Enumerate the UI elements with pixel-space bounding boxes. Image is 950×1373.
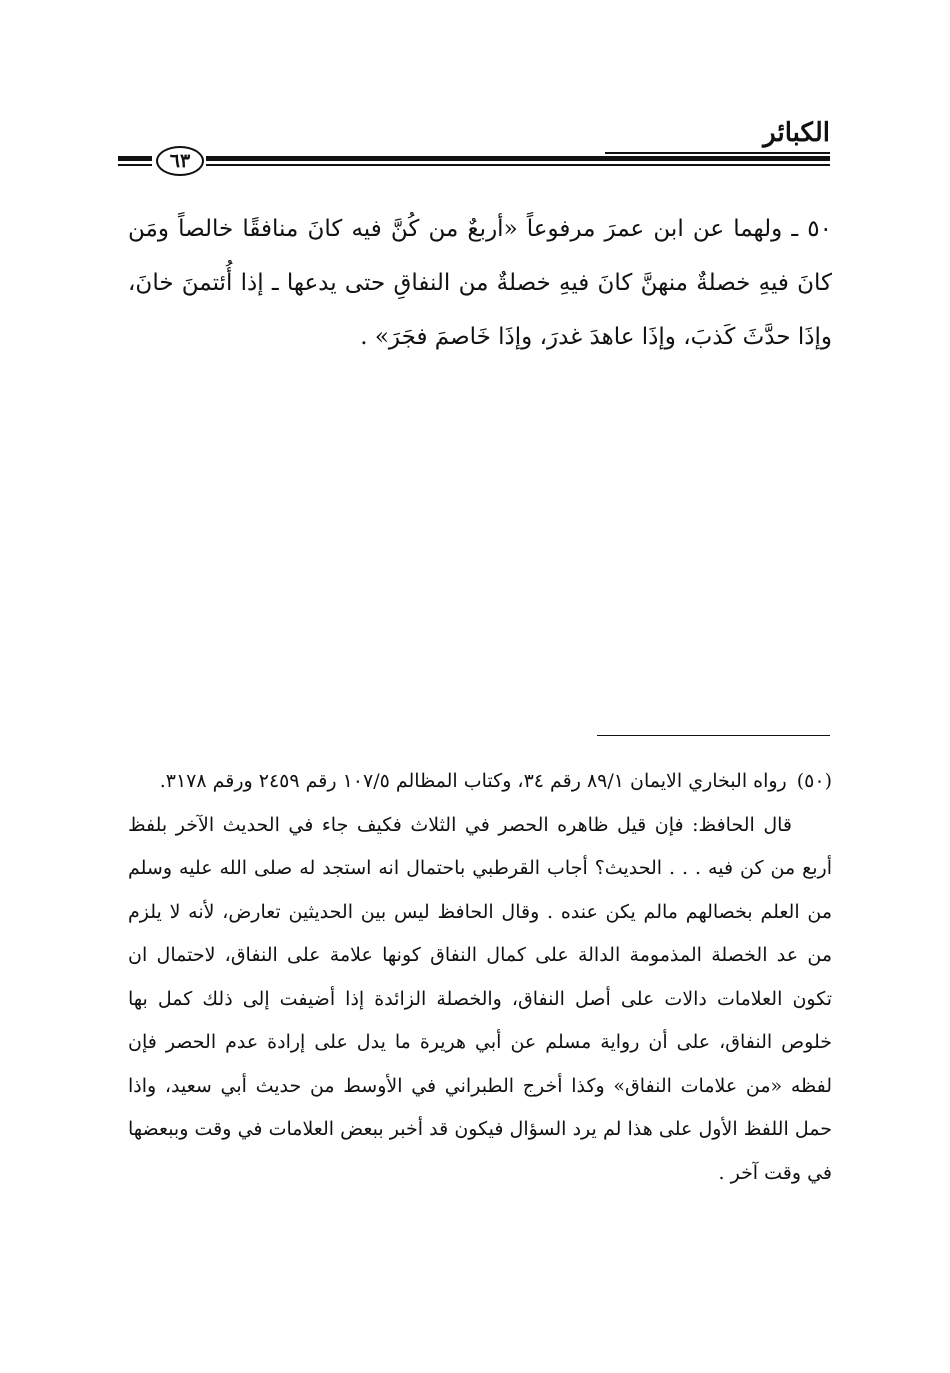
footnotes xyxy=(128,760,832,1195)
footnote-separator xyxy=(597,735,830,736)
title-underline xyxy=(605,152,830,154)
header-rule-thin xyxy=(206,164,830,166)
footnote-source-text: رواه البخاري الايمان ٨٩/١ رقم ٣٤، وكتاب المظالم ١٠٧/٥ رقم ٢٤٥٩ ورقم ٣١٧٨. xyxy=(159,770,787,792)
footnote-source xyxy=(128,760,832,804)
header-rule-left-thin xyxy=(118,164,152,166)
footnote-commentary: قال الحافظ: فإن قيل ظاهره الحصر في الثلاث فكيف جاء في الحديث الآخر بلفظ أربع من كن فيه . . . الحديث؟ أجاب القرطبي باحتمال انه استجد له صلى الله عليه وسلم من العلم بخصالهم مالم يكن عنده . وقال الحافظ ليس بين الحديثين تعارض، لأنه لا يلزم من عد الخصلة المذمومة الدالة على كمال النفاق كونها علامة على النفاق، لاحتمال ان تكون العلامات دالات على أصل النفاق، والخصلة الزائدة إذا أضيفت إلى ذلك كمل بها خلوص النفاق، على أن رواية مسلم عن أبي هريرة ما يدل على إرادة عدم الحصر فإن لفظه «من علامات النفاق» وكذا أخرج الطبراني في الأوسط من حديث أبي سعيد، واذا حمل اللفظ الأول على هذا لم يرد السؤال فيكون قد أخبر ببعض العلامات في وقت وببعضها في وقت آخر . xyxy=(128,813,832,1184)
page-number: ٦٣ xyxy=(156,146,204,176)
page-header xyxy=(118,118,830,178)
header-rule-thick xyxy=(206,156,830,161)
header-rule-left-thick xyxy=(118,156,152,161)
hadith-paragraph: ٥٠ ـ ولهما عن ابن عمرَ مرفوعاً «أربعٌ من كُنَّ فيه كانَ منافقًا خالصاً ومَن كانَ فيهِ خصلةٌ منهنَّ كانَ فيهِ خصلةٌ من النفاقِ حتى يدعها ـ إذا أُئتمنَ خانَ، وإذَا حدَّثَ كَذبَ، وإذَا عاهدَ غدرَ، وإذَا خَاصمَ فجَرَ» . xyxy=(128,216,832,350)
running-title: الكبائر xyxy=(763,118,830,148)
footnote-ref: (٥٠) xyxy=(796,770,832,792)
